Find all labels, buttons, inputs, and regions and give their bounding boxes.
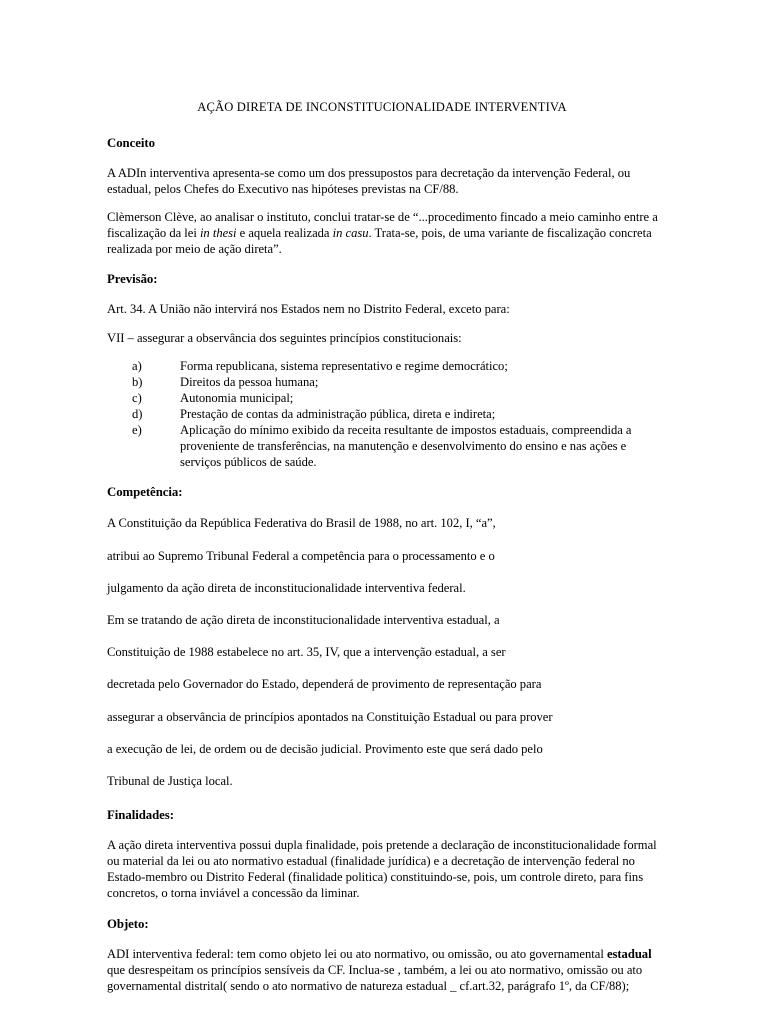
paragraph-competencia <box>107 507 663 797</box>
paragraph-conceito-1: A ADIn interventiva apresenta-se como um dos pressupostos para decretação da intervenção Federal, ou estadual, pelos Chefes do Executivo nas hipóteses previstas na CF/88. <box>107 166 631 197</box>
text-run: ADI interventiva federal: tem como objeto lei ou ato normativo, ou omissão, ou ato governamental <box>107 946 607 961</box>
list-item-text: Autonomia municipal; <box>180 390 294 405</box>
list-marker: c) <box>132 390 142 405</box>
heading-objeto: Objeto: <box>107 916 149 931</box>
competencia-line: Em se tratando de ação direta de inconstitucionalidade interventiva estadual, a <box>107 612 500 627</box>
competencia-line: a execução de lei, de ordem ou de decisão judicial. Provimento este que será dado pelo <box>107 741 543 756</box>
page-title: AÇÃO DIRETA DE INCONSTITUCIONALIDADE INTERVENTIVA <box>197 100 567 114</box>
list-item <box>132 358 663 374</box>
list-item-text: Prestação de contas da administração pública, direta e indireta; <box>180 406 496 421</box>
list-item-text: Aplicação do mínimo exibido da receita resultante de impostos estaduais, compreendida a proveniente de transferências, na manutenção e desenvolvimento do ensino e nas ações e serviços públicos de saúde. <box>180 423 632 470</box>
list-marker: b) <box>132 374 143 389</box>
heading-competencia: Competência: <box>107 485 183 500</box>
competencia-line: atribui ao Supremo Tribunal Federal a competência para o processamento e o <box>107 548 495 563</box>
text-run: que desrespeitam os princípios sensíveis da CF. Inclua-se , também, a lei ou ato normativo, omissão ou ato governamental distrital( sendo o ato normativo de natureza estadual _ cf.art.32, parágrafo 1º, da CF/88); <box>107 962 643 993</box>
text-run: Clèmerson Clève, ao analisar o instituto, conclui tratar-se de “...procedimento fincado a meio caminho entre a fiscalização da lei <box>107 210 658 241</box>
paragraph-conceito-2 <box>107 209 663 257</box>
heading-finalidades: Finalidades: <box>107 808 174 823</box>
spacer <box>107 197 663 209</box>
heading-previsao: Previsão: <box>107 272 158 287</box>
competencia-line: Constituição de 1988 estabelece no art. 35, IV, que a intervenção estadual, a ser <box>107 645 506 660</box>
competencia-line: julgamento da ação direta de inconstitucionalidade interventiva federal. <box>107 580 466 595</box>
competencia-line: Tribunal de Justiça local. <box>107 773 233 788</box>
spacer <box>107 287 663 301</box>
list-marker: d) <box>132 406 143 421</box>
paragraph-previsao-vii: VII – assegurar a observância dos seguintes princípios constitucionais: <box>107 330 462 345</box>
list-item <box>132 374 663 390</box>
paragraph-objeto <box>107 946 663 994</box>
spacer <box>107 902 663 916</box>
text-run: e aquela realizada <box>236 226 333 241</box>
list-item <box>132 422 663 470</box>
competencia-line: A Constituição da República Federativa do Brasil de 1988, no art. 102, I, “a”, <box>107 516 496 531</box>
spacer <box>107 932 663 946</box>
list-item <box>132 406 663 422</box>
spacer <box>107 346 663 358</box>
heading-conceito: Conceito <box>107 136 155 150</box>
spacer <box>107 500 663 507</box>
italic-in-casu: in casu <box>332 226 369 241</box>
list-marker: a) <box>132 358 142 373</box>
competencia-line: decretada pelo Governador do Estado, dependerá de provimento de representação para <box>107 677 542 692</box>
spacer <box>107 257 663 271</box>
paragraph-finalidades: A ação direta interventiva possui dupla finalidade, pois pretende a declaração de inconstitucionalidade formal ou material da lei ou ato normativo estadual (finalidade jurídica) e a decretação de intervenção federal no Estado-membro ou Distrito Federal (finalidade politica) constituindo-se, pois, um controle direto, para fins concretos, o torna inviável a concessão da liminar. <box>107 838 657 901</box>
paragraph-previsao-art34: Art. 34. A União não intervirá nos Estados nem no Distrito Federal, exceto para: <box>107 302 510 317</box>
spacer <box>107 318 663 330</box>
spacer <box>107 470 663 484</box>
principles-list <box>107 358 663 471</box>
list-item-text: Direitos da pessoa humana; <box>180 374 319 389</box>
spacer <box>107 797 663 807</box>
list-marker: e) <box>132 423 142 438</box>
list-item <box>132 390 663 406</box>
list-item-text: Forma republicana, sistema representativo e regime democrático; <box>180 358 508 373</box>
text-run: . Trata-se, pois, de uma variante de fiscalização concreta realizada por meio de ação direta”. <box>107 226 652 257</box>
document-body <box>107 100 663 994</box>
spacer <box>107 151 663 165</box>
bold-estadual: estadual <box>606 946 652 961</box>
spacer <box>107 823 663 837</box>
italic-in-thesi: in thesi <box>199 226 237 241</box>
competencia-line: assegurar a observância de princípios apontados na Constituição Estadual ou para prover <box>107 709 553 724</box>
